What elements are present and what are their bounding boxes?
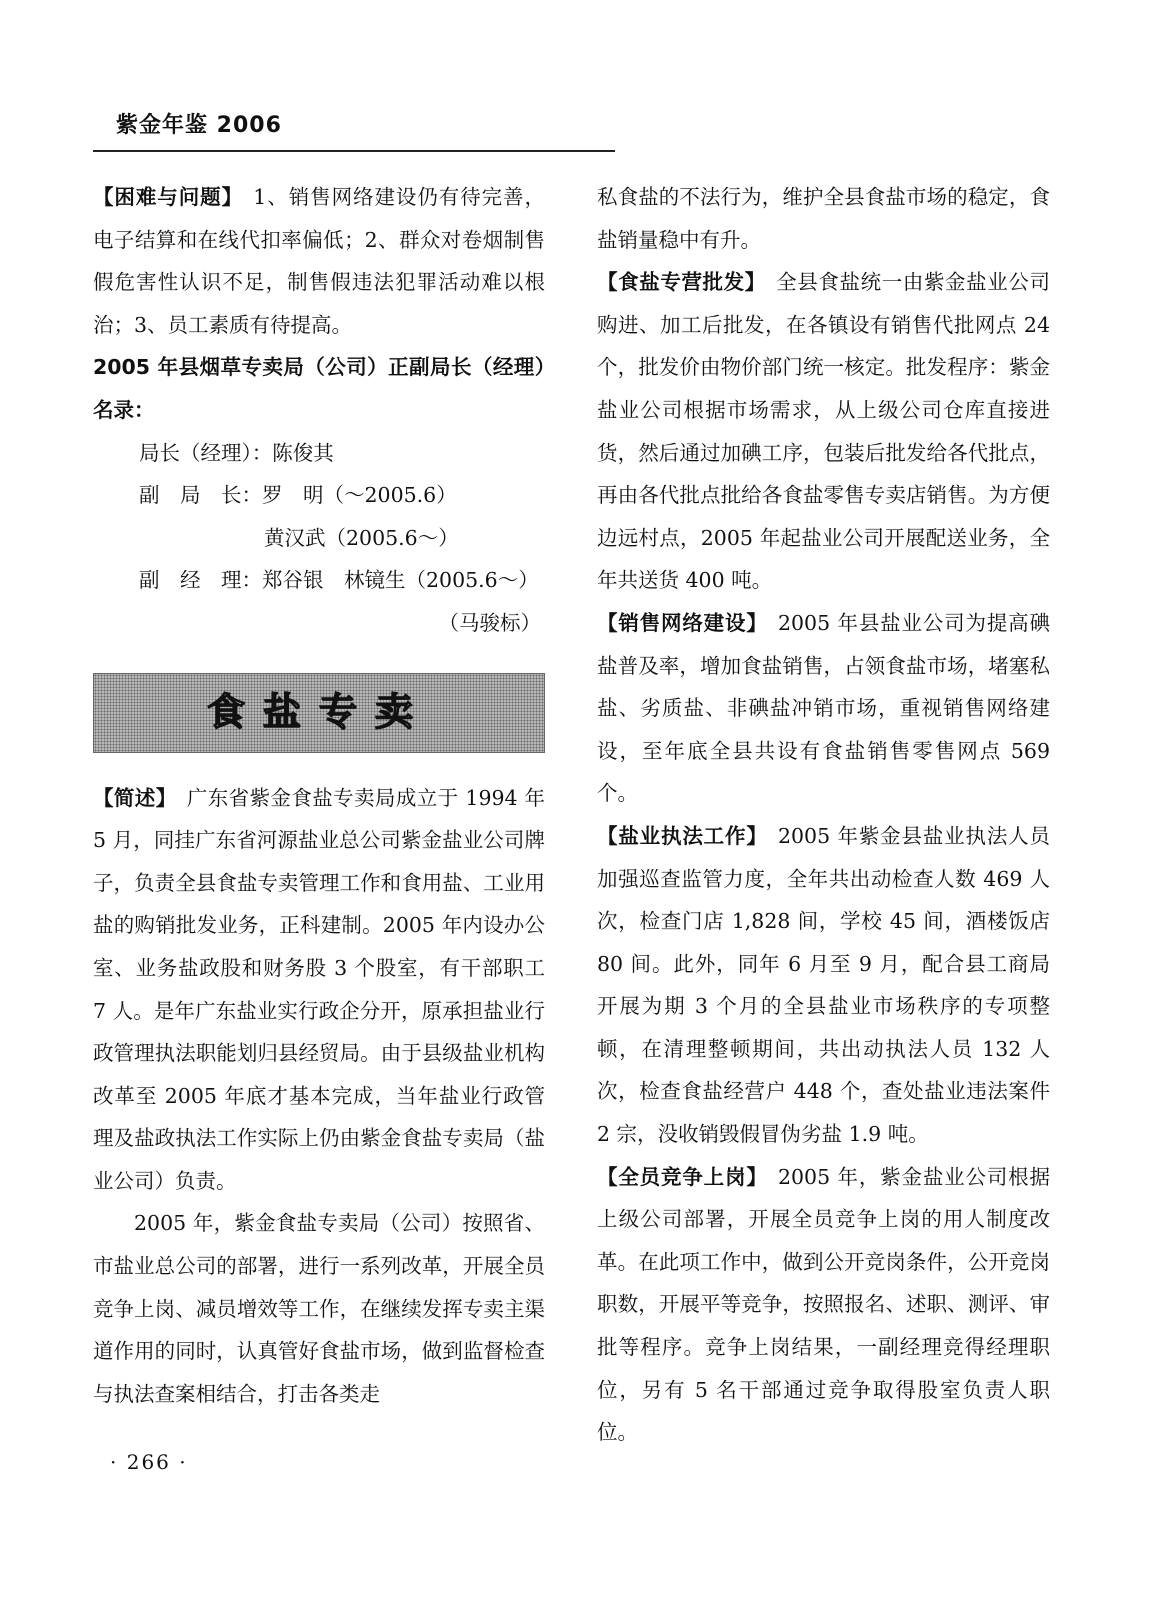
overview-text: 广东省紫金食盐专卖局成立于 1994 年 5 月，同挂广东省河源盐业总公司紫金盐业公司牌子，负责全县食盐专卖管理工作和食用盐、工业用盐的购销批发业务，正科建制。2005 年内设办公室、业务盐政股和财务股 3 个股室，有干部职工 7 人。是年广东盐业实行政企分开，原承担盐业行政管理执法职能划归县经贸局。由于县级盐业机构改革至 2005 年底才基本完成，当年盐业行政管理及盐政执法工作实际上仍由紫金食盐专卖局（盐业公司）负责。	[93, 785, 546, 1193]
enforcement-text: 2005 年紫金县盐业执法人员加强巡查监管力度，全年共出动检查人数 469 人次，检查门店 1,828 间，学校 45 间，酒楼饭店 80 间。此外，同年 6 月至 9 月，配合县工商局开展为期 3 个月的全县盐业市场秩序的专项整顿，在清理整顿期间，共出动执法人员 132 人次，检查食盐经营户 448 个，查处盐业违法案件 2 宗，没收销毁假冒伪劣盐 1.9 吨。	[597, 823, 1051, 1147]
running-head: 紫金年鉴 2006	[116, 113, 282, 138]
right-column	[597, 176, 1050, 1454]
wholesale-text: 全县食盐统一由紫金盐业公司购进、加工后批发，在各镇设有销售代批网点 24 个，批发价由物价部门统一核定。批发程序：紫金盐业公司根据市场需求，从上级公司仓库直接进货，然后通过加碘工序，包装后批发给各代批点，再由各代批点批给各食盐零售专卖店销售。为方便边远村点，2005 年起盐业公司开展配送业务，全年共送货 400 吨。	[597, 270, 1051, 593]
author-credit: （马骏标）	[438, 610, 541, 635]
left-column	[93, 176, 545, 1415]
competition-text: 2005 年，紫金盐业公司根据上级公司部署，开展全员竞争上岗的用人制度改革。在此项工作中，做到公开竞岗条件，公开竞岗职数，开展平等竞争，按照报名、述职、测评、审批等程序。竞争上岗结果，一副经理竞得经理职位，另有 5 名干部通过竞争取得股室负责人职位。	[597, 1164, 1051, 1445]
enforcement-entry	[597, 815, 1050, 1156]
roster-deputy-director: 副 局 长：罗 明（～2005.6）	[139, 483, 457, 508]
difficulties-entry	[93, 176, 545, 346]
network-entry	[597, 602, 1050, 815]
network-label: 【销售网络建设】	[597, 610, 768, 635]
page-number: · 266 ·	[110, 1450, 188, 1474]
enforcement-label: 【盐业执法工作】	[597, 823, 768, 848]
roster-deputy-manager: 副 经 理：郑谷银 林镜生（2005.6～）	[139, 568, 539, 593]
difficulties-text: 1、销售网络建设仍有待完善，电子结算和在线代扣率偏低；2、群众对卷烟制售假危害性认识不足，制售假违法犯罪活动难以根治；3、员工素质有待提高。	[93, 185, 545, 337]
continued-paragraph: 私食盐的不法行为，维护全县食盐市场的稳定，食盐销量稳中有升。	[597, 185, 1050, 252]
roster-director: 局长（经理）：陈俊其	[139, 440, 334, 465]
competition-label: 【全员竞争上岗】	[597, 1164, 768, 1189]
wholesale-entry	[597, 261, 1050, 602]
overview-entry	[93, 777, 545, 1203]
roster-deputy-director-2: 黄汉武（2005.6～）	[264, 525, 459, 550]
section-title: 食盐专卖	[206, 690, 431, 735]
reform-paragraph: 2005 年，紫金食盐专卖局（公司）按照省、市盐业总公司的部署，进行一系列改革，开展全员竞争上岗、减员增效等工作，在继续发挥专卖主渠道作用的同时，认真管好食盐市场，做到监督检查与执法查案相结合，打击各类走	[93, 1211, 545, 1406]
header-rule	[93, 150, 615, 152]
network-text: 2005 年县盐业公司为提高碘盐普及率，增加食盐销售，占领食盐市场，堵塞私盐、劣质盐、非碘盐冲销市场，重视销售网络建设，至年底全县共设有食盐销售零售网点 569 个。	[597, 610, 1051, 806]
difficulties-label: 【困难与问题】	[93, 185, 244, 209]
section-banner	[93, 673, 545, 753]
overview-label: 【简述】	[93, 785, 177, 810]
competition-entry	[597, 1156, 1050, 1454]
wholesale-label: 【食盐专营批发】	[597, 270, 766, 295]
roster-heading: 2005 年县烟草专卖局（公司）正副局长（经理）名录：	[93, 355, 545, 422]
